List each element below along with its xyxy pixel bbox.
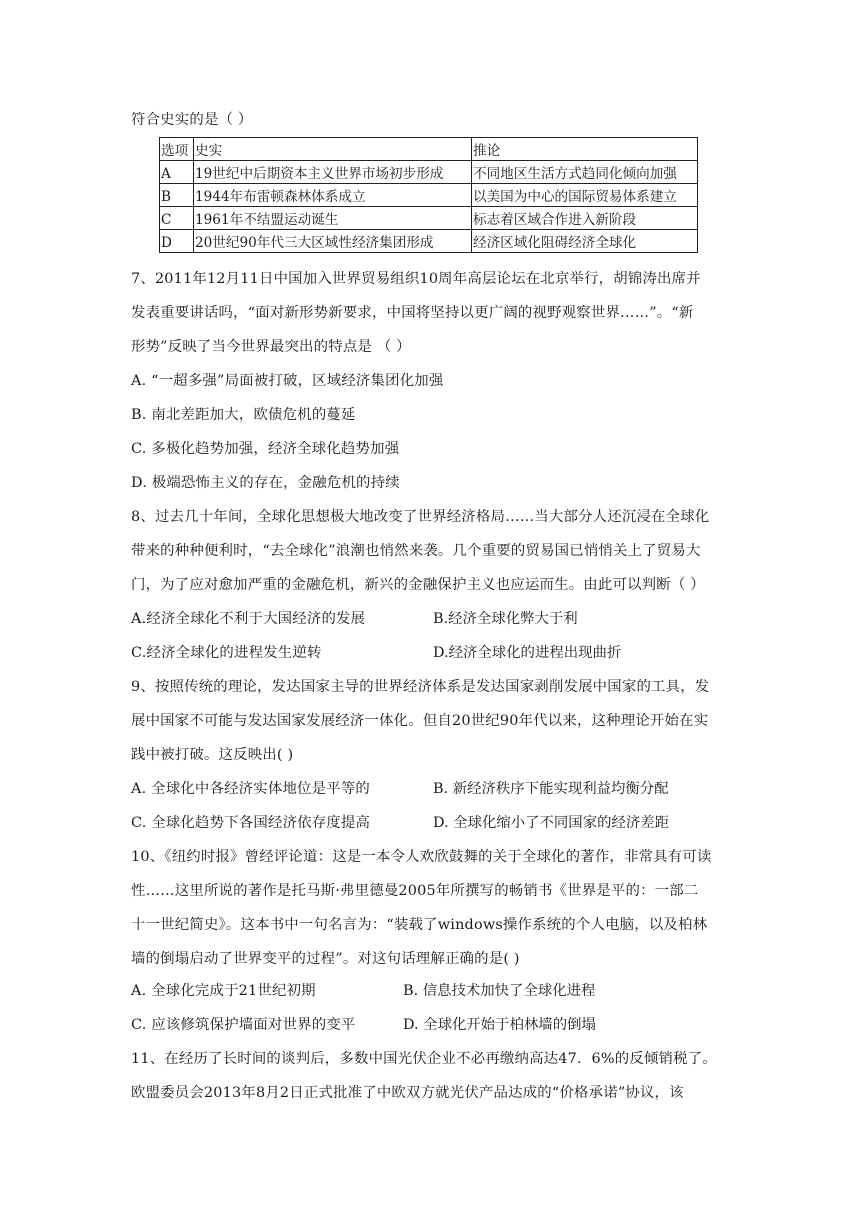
question-11-stem-line: 11、在经历了长时间的谈判后，多数中国光伏企业不必再缴纳高达47．6%的反倾销税了。 (131, 1051, 717, 1067)
table-cell: 20世纪90年代三大区域性经济集团形成 (194, 230, 472, 253)
table-cell: A (160, 161, 194, 184)
question-9-option-a: A. 全球化中各经济实体地位是平等的 (131, 781, 371, 797)
question-8-stem-line: 带来的种种便利时，“去全球化”浪潮也悄然来袭。几个重要的贸易国已悄悄关上了贸易大 (131, 543, 701, 559)
table-cell: B (160, 184, 194, 207)
table-cell: 19世纪中后期资本主义世界市场初步形成 (194, 161, 472, 184)
table-cell: 1944年布雷顿森林体系成立 (194, 184, 472, 207)
question-11-stem-line: 欧盟委员会2013年8月2日正式批准了中欧双方就光伏产品达成的“价格承诺”协议，该 (131, 1085, 684, 1101)
question-7-stem-line: 发表重要讲话吗，“面对新形势新要求，中国将坚持以更广阔的视野观察世界……”。“新 (131, 305, 694, 321)
table-row (160, 161, 698, 184)
question-6-intro: 符合史实的是（ ） (131, 112, 253, 128)
table-cell: 标志着区域合作进入新阶段 (472, 207, 698, 230)
question-8-stem-line: 8、过去几十年间，全球化思想极大地改变了世界经济格局……当大部分人还沉浸在全球化 (131, 509, 710, 525)
question-10-stem-line: 性……这里所说的著作是托马斯·弗里德曼2005年所撰写的畅销书《世界是平的：一部二 (131, 883, 699, 899)
table-header-row (160, 138, 698, 161)
table-cell: 不同地区生活方式趋同化倾向加强 (472, 161, 698, 184)
question-8-option-b: B.经济全球化弊大于利 (433, 611, 578, 627)
question-6-table (159, 137, 698, 253)
question-7-option-c: C. 多极化趋势加强，经济全球化趋势加强 (131, 441, 400, 457)
question-10-option-c: C. 应该修筑保护墙面对世界的变平 (131, 1017, 356, 1033)
question-10-option-b: B. 信息技术加快了全球化进程 (403, 983, 596, 999)
question-7-option-a: A. “一超多强”局面被打破，区域经济集团化加强 (131, 373, 444, 389)
question-9-option-d: D. 全球化缩小了不同国家的经济差距 (433, 815, 670, 831)
question-9-option-b: B. 新经济秩序下能实现利益均衡分配 (433, 781, 669, 797)
question-8-option-c: C.经济全球化的进程发生逆转 (131, 645, 322, 661)
table-cell: D (160, 230, 194, 253)
table-row (160, 207, 698, 230)
table-cell: 经济区域化阻碍经济全球化 (472, 230, 698, 253)
question-7-option-d: D. 极端恐怖主义的存在，金融危机的持续 (131, 475, 400, 491)
question-10-option-d: D. 全球化开始于柏林墙的倒塌 (403, 1017, 596, 1033)
table-row (160, 184, 698, 207)
question-7-stem-line: 7、2011年12月11日中国加入世界贸易组织10周年高层论坛在北京举行，胡锦涛出席并 (131, 271, 701, 287)
question-7-stem-line: 形势”反映了当今世界最突出的特点是 （ ） (131, 339, 411, 355)
question-10-stem-line: 墙的倒塌启动了世界变平的过程”。对这句话理解正确的是( ) (131, 951, 520, 967)
question-10-option-a: A. 全球化完成于21世纪初期 (131, 983, 316, 999)
question-9-option-c: C. 全球化趋势下各国经济依存度提高 (131, 815, 371, 831)
table-cell: 以美国为中心的国际贸易体系建立 (472, 184, 698, 207)
question-7-option-b: B. 南北差距加大，欧债危机的蔓延 (131, 407, 356, 423)
question-8-stem-line: 门，为了应对愈加严重的金融危机，新兴的金融保护主义也应运而生。由此可以判断（ ） (131, 577, 705, 593)
question-9-stem-line: 9、按照传统的理论，发达国家主导的世界经济体系是发达国家剥削发展中国家的工具，发 (131, 679, 710, 695)
question-8-option-d: D.经济全球化的进程出现曲折 (433, 645, 622, 661)
table-row (160, 230, 698, 253)
table-cell: C (160, 207, 194, 230)
question-10-stem-line: 十一世纪简史》。这本书中一句名言为：“装载了windows操作系统的个人电脑，以及柏林 (131, 917, 708, 933)
table-cell: 1961年不结盟运动诞生 (194, 207, 472, 230)
question-8-option-a: A.经济全球化不利于大国经济的发展 (131, 611, 366, 627)
header-option: 选项 (160, 138, 194, 161)
question-10-stem-line: 10、《纽约时报》曾经评论道：这是一本令人欢欣鼓舞的关于全球化的著作，非常具有可读 (131, 849, 712, 865)
question-9-stem-line: 践中被打破。这反映出( ) (131, 747, 294, 763)
header-fact: 史实 (194, 138, 472, 161)
header-inference: 推论 (472, 138, 698, 161)
question-9-stem-line: 展中国家不可能与发达国家发展经济一体化。但自20世纪90年代以来，这种理论开始在实 (131, 713, 709, 729)
